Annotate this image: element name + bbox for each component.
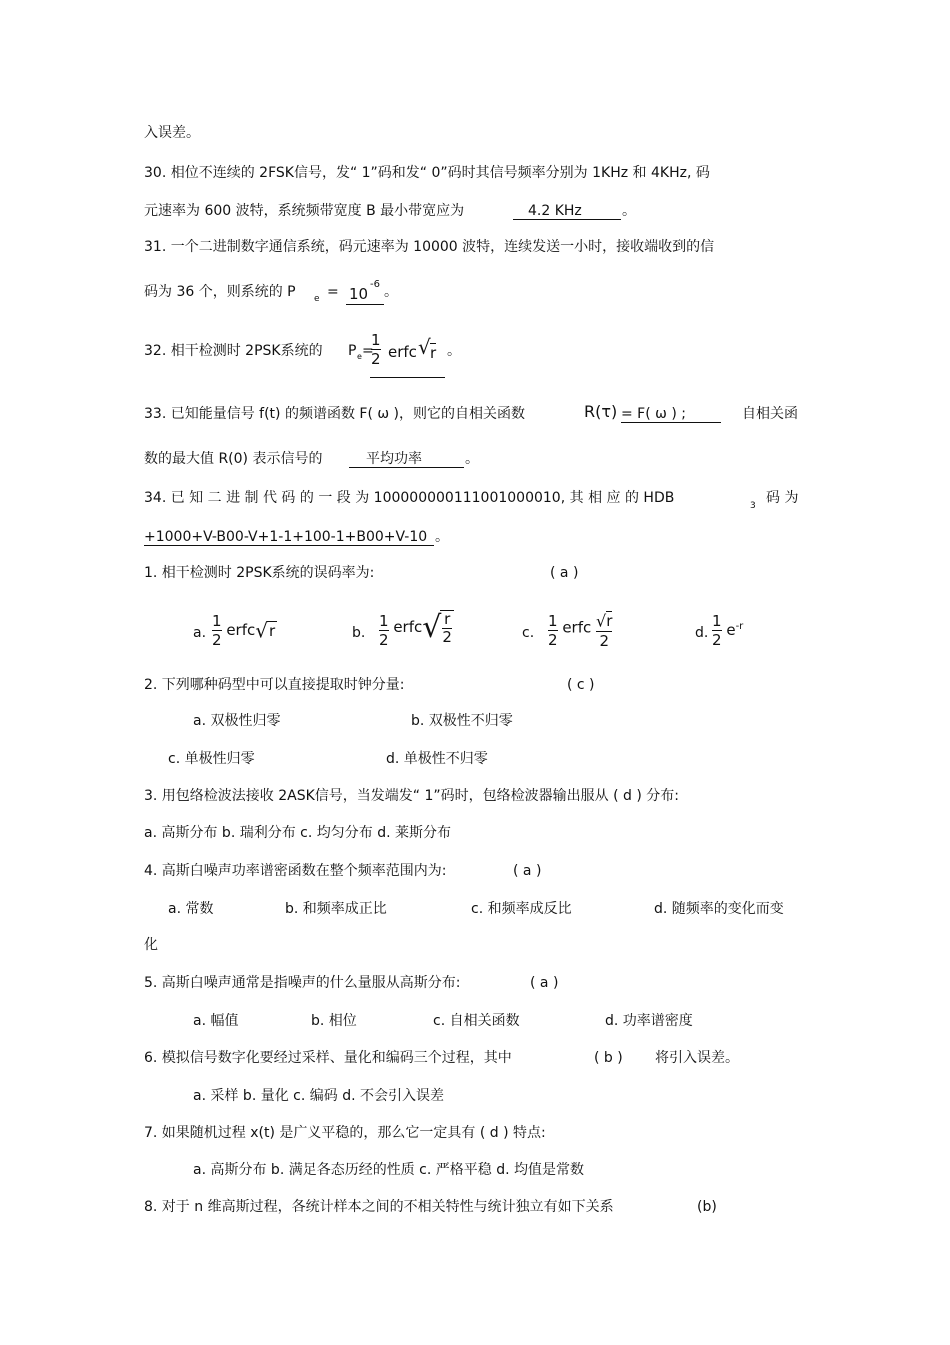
formula-32: [371, 331, 381, 368]
mc-answer-8: (b): [697, 1199, 717, 1215]
numerator: 1: [212, 612, 222, 630]
punct: 。: [435, 529, 449, 545]
denominator: 2: [712, 631, 722, 649]
option-b: b. 双极性不归零: [411, 713, 513, 729]
option-d-formula: [712, 612, 743, 649]
option-a-formula: [212, 612, 277, 649]
mc-question-7: 7. 如果随机过程 x(t) 是广义平稳的，那么它一定具有 ( d ) 特点:: [144, 1125, 546, 1141]
punct: 。: [622, 203, 636, 219]
mc-answer-1: ( a ): [550, 565, 579, 581]
mc-question-1: 1. 相干检测时 2PSK系统的误码率为:: [144, 565, 375, 581]
equals: =: [327, 284, 339, 300]
denominator: 2: [371, 350, 381, 368]
answer-31: 10: [349, 285, 369, 303]
superscript: -6: [370, 279, 380, 290]
option-b: b. 相位: [311, 1013, 357, 1029]
fraction: [371, 331, 381, 368]
answer-34: +1000+V-B00-V+1-1+100-1+B00+V-10: [144, 529, 428, 545]
fraction: [596, 612, 612, 650]
mc-options-6: a. 采样 b. 量化 c. 编码 d. 不会引入误差: [193, 1088, 445, 1104]
fraction: [379, 612, 389, 649]
option-c: c. 单极性归零: [168, 751, 255, 767]
question-32: 32. 相干检测时 2PSK系统的: [144, 343, 323, 359]
radical-icon: √: [422, 610, 442, 645]
question-33-cont: 数的最大值 R(0) 表示信号的: [144, 451, 323, 467]
mc-question-8: 8. 对于 n 维高斯过程，各统计样本之间的不相关特性与统计独立有如下关系: [144, 1199, 614, 1215]
numerator: 1: [379, 612, 389, 630]
equals: =: [362, 343, 374, 359]
option-d: d. 功率谱密度: [605, 1013, 693, 1029]
mc-answer-5: ( a ): [530, 975, 559, 991]
punct: 。: [384, 284, 398, 300]
mc-answer-4: ( a ): [513, 863, 542, 879]
answer-underline: [349, 467, 464, 468]
radical-icon: √: [596, 611, 607, 631]
denominator: 2: [379, 631, 389, 649]
answer-33: = F( ω ) ;: [621, 406, 686, 422]
radicand: [440, 610, 454, 646]
option-b-formula: [379, 606, 454, 649]
punct: 。: [447, 343, 461, 359]
question-34-tail: 码 为: [766, 490, 799, 506]
answer-underline: [370, 377, 445, 378]
pe-label: P: [348, 343, 357, 359]
answer-underline: [513, 219, 621, 220]
option-a-label: a.: [193, 625, 207, 641]
exp-e: e: [726, 621, 736, 639]
option-a: a. 双极性归零: [193, 713, 281, 729]
option-b: b. 和频率成正比: [285, 901, 387, 917]
question-31-cont: 码为 36 个，则系统的 P: [144, 284, 296, 300]
numerator: r: [444, 609, 451, 628]
option-a: a. 幅值: [193, 1013, 239, 1029]
exponent: -r: [735, 621, 744, 632]
numerator: 1: [371, 331, 381, 349]
option-c: c. 自相关函数: [433, 1013, 520, 1029]
radical-icon: √: [255, 618, 269, 643]
option-d-cont: 化: [144, 937, 158, 953]
question-33-tail: 自相关函: [742, 406, 798, 422]
question-34: 34. 已 知 二 进 制 代 码 的 一 段 为 100000000111001000010, 其 相 应 的 HDB: [144, 490, 675, 506]
erfc: erfc: [388, 343, 417, 361]
radical-icon: √: [418, 335, 431, 359]
mc-answer-2: ( c ): [567, 677, 595, 693]
erfc: erfc: [393, 618, 423, 636]
denominator: 2: [442, 627, 452, 646]
radicand: r: [269, 622, 276, 640]
mc-question-2: 2. 下列哪种码型中可以直接提取时钟分量:: [144, 677, 405, 693]
mc-options-7: a. 高斯分布 b. 满足各态历经的性质 c. 严格平稳 d. 均值是常数: [193, 1162, 585, 1178]
mc-question-3: 3. 用包络检波法接收 2ASK信号，当发端发“ 1”码时，包络检波器输出服从 ( d ) 分布:: [144, 788, 679, 804]
fraction: [712, 612, 722, 649]
option-b-label: b.: [352, 625, 366, 641]
question-30-cont: 元速率为 600 波特，系统频带宽度 B 最小带宽应为: [144, 203, 465, 219]
option-c: c. 和频率成反比: [471, 901, 572, 917]
question-30: 30. 相位不连续的 2FSK信号，发“ 1”码和发“ 0”码时其信号频率分别为 1KHz 和 4KHz, 码: [144, 165, 710, 181]
option-c-formula: [548, 606, 612, 650]
r-tau: R(τ): [584, 402, 618, 421]
fraction: [212, 612, 222, 649]
denominator: 2: [212, 631, 222, 649]
mc-question-5: 5. 高斯白噪声通常是指噪声的什么量服从高斯分布:: [144, 975, 461, 991]
question-33: 33. 已知能量信号 f(t) 的频谱函数 F( ω )，则它的自相关函数: [144, 406, 526, 422]
question-31: 31. 一个二进制数字通信系统，码元速率为 10000 波特，连续发送一小时，接收端收到的信: [144, 239, 715, 255]
numerator: 1: [712, 612, 722, 630]
mc-question-4: 4. 高斯白噪声功率谱密函数在整个频率范围内为:: [144, 863, 447, 879]
subscript-3: 3: [750, 501, 756, 511]
mc-options-3: a. 高斯分布 b. 瑞利分布 c. 均匀分布 d. 莱斯分布: [144, 825, 452, 841]
text-line: 入误差。: [144, 125, 200, 141]
erfc: erfc: [226, 621, 256, 639]
subscript-e: e: [314, 294, 320, 304]
option-d: d. 随频率的变化而变: [654, 901, 784, 917]
denominator: 2: [596, 631, 612, 650]
mc-answer-6: ( b ): [594, 1050, 623, 1066]
option-c-label: c.: [522, 625, 535, 641]
erfc: erfc: [562, 618, 592, 637]
radicand: r: [430, 344, 437, 362]
fraction: [548, 612, 558, 649]
numerator: 1: [548, 612, 558, 631]
mc-question-6: 6. 模拟信号数字化要经过采样、量化和编码三个过程，其中: [144, 1050, 512, 1066]
answer-underline: [346, 304, 384, 305]
answer-underline: [621, 422, 721, 423]
punct: 。: [465, 451, 479, 467]
mc-question-6-tail: 将引入误差。: [655, 1050, 739, 1066]
denominator: 2: [548, 631, 558, 650]
option-d-label: d.: [695, 625, 709, 641]
radicand: r: [606, 612, 613, 630]
answer-30: 4.2 KHz: [528, 203, 582, 219]
option-a: a. 常数: [168, 901, 214, 917]
answer-33b: 平均功率: [366, 451, 422, 467]
answer-underline: [144, 545, 434, 546]
subscript-e: e: [357, 352, 362, 361]
option-d: d. 单极性不归零: [386, 751, 488, 767]
